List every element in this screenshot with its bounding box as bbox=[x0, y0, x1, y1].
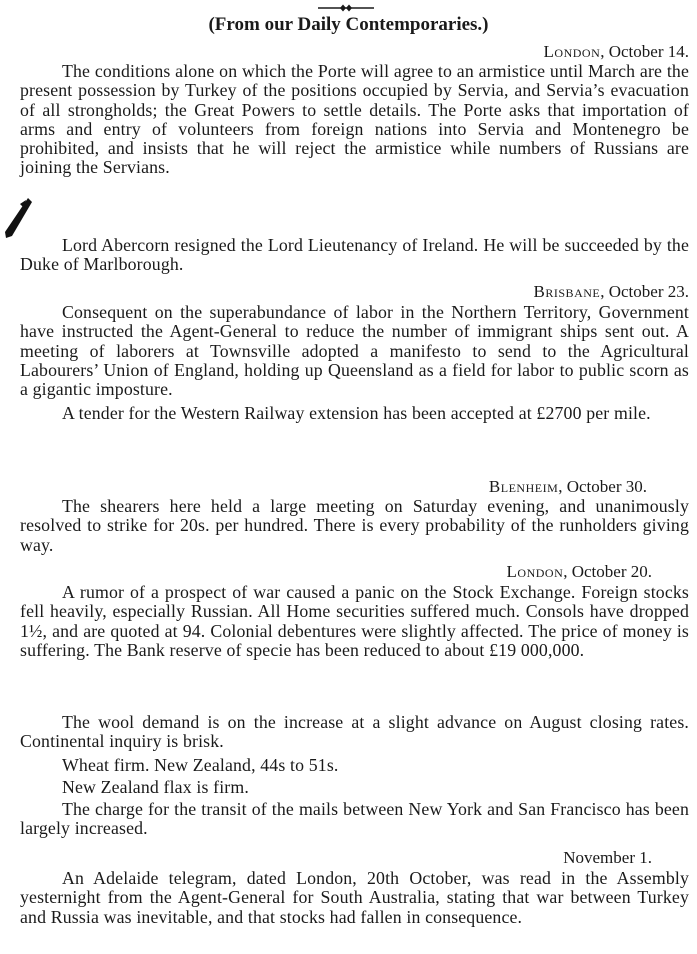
paragraph-shearers-strike: The shearers here held a large meeting on Saturday evening, and unanimously resolved to strike for 20s. per hundred. There is every probability of the runholders giving way. bbox=[20, 496, 689, 555]
dateline-place: London bbox=[543, 42, 601, 61]
paragraph-western-railway: A tender for the Western Railway extension has been accepted at £2700 per mile. bbox=[62, 403, 651, 423]
paragraph-mails-transit: The charge for the transit of the mails between New York and San Francisco has been largely increased. bbox=[20, 799, 689, 839]
paragraph-adelaide-telegram: An Adelaide telegram, dated London, 20th October, was read in the Assembly yesternight from the Agent-General for South Australia, stating that war between Turkey and Russia was inevitable, and that stocks had fallen in consequence. bbox=[20, 868, 689, 927]
paragraph-flax: New Zealand flax is firm. bbox=[62, 777, 249, 797]
dateline-date: , October 30. bbox=[558, 477, 647, 496]
dateline-london-oct-14 bbox=[544, 42, 689, 62]
paragraph-labor-superabundance: Consequent on the superabundance of labor in the Northern Territory, Government have instructed the Agent-General to reduce the number of immigrant ships sent out. A meeting of laborers at Townsville adopted a manifesto to send to the Agricultural Labourers’ Union of England, holding up Queensland as a field for labor to public scorn as a gigantic imposture. bbox=[20, 302, 689, 400]
dateline-london-oct-20 bbox=[507, 562, 652, 582]
ink-blot-mark bbox=[2, 196, 36, 240]
paragraph-wheat: Wheat firm. New Zealand, 44s to 51s. bbox=[62, 755, 339, 775]
dateline-date: , October 20. bbox=[563, 562, 652, 581]
dateline-date: November 1. bbox=[563, 848, 652, 867]
paragraph-porte-armistice: The conditions alone on which the Porte will agree to an armistice until March are the present possession by Turkey of the positions occupied by Servia, and Servia’s evacuation of all strongholds; the Great Powers to settle details. The Porte asks that importation of arms and entry of volunteers from foreign nations into Servia and Montenegro be prohibited, and insists that he will reject the armistice while numbers of Russians are joining the Servians. bbox=[20, 61, 689, 178]
dateline-brisbane-oct-23 bbox=[534, 282, 689, 302]
dateline-place: Brisbane bbox=[533, 282, 601, 301]
ornamental-rule bbox=[318, 4, 374, 12]
paragraph-lord-abercorn: Lord Abercorn resigned the Lord Lieutenancy of Ireland. He will be succeeded by the Duke of Marlborough. bbox=[20, 235, 689, 275]
dateline-date: , October 23. bbox=[600, 282, 689, 301]
column-heading: (From our Daily Contemporaries.) bbox=[208, 14, 489, 35]
dateline-place: Blenheim bbox=[488, 477, 559, 496]
dateline-blenheim-oct-30 bbox=[489, 477, 647, 497]
dateline-place: London bbox=[506, 562, 564, 581]
dateline-november-1 bbox=[563, 848, 652, 868]
paragraph-wool-demand: The wool demand is on the increase at a slight advance on August closing rates. Continental inquiry is brisk. bbox=[20, 712, 689, 752]
paragraph-stock-exchange-panic: A rumor of a prospect of war caused a panic on the Stock Exchange. Foreign stocks fell heavily, especially Russian. All Home securities suffered much. Consols have dropped 1½, and are quoted at 94. Colonial debentures were slightly affected. The price of money is suffering. The Bank reserve of specie has been reduced to about £19 000,000. bbox=[20, 582, 689, 660]
dateline-date: , October 14. bbox=[600, 42, 689, 61]
